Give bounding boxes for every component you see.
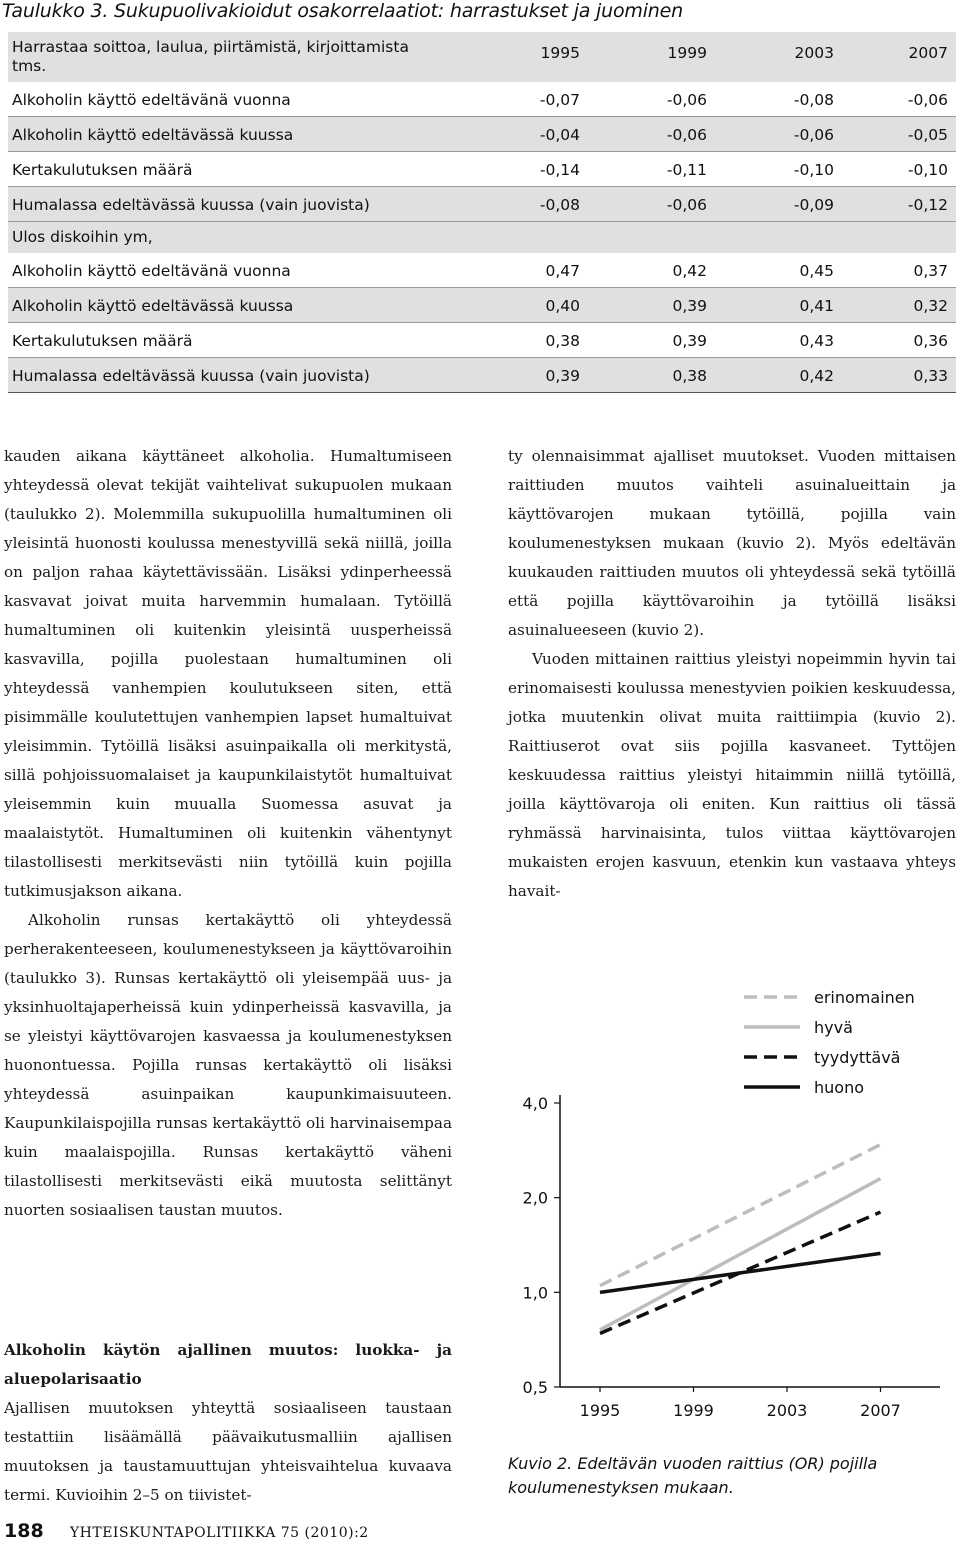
x-tick-label: 1999 — [673, 1401, 714, 1420]
row-label: Alkoholin käyttö edeltävässä kuussa — [12, 126, 294, 144]
table-row — [8, 358, 956, 393]
page-footer — [4, 1520, 369, 1542]
paragraph: Ajallisen muutoksen yhteyttä sosiaaliseen taustaan testattiin lisäämällä päävaikutusmalliin ajallisen muutoksen ja taustamuuttujan yhteisvaihtelua kuvaava termi. Kuvioihin 2–5 on tiivistet- — [4, 1399, 452, 1504]
table-title: Taulukko 3. Sukupuolivakioidut osakorrelaatiot: harrastukset ja juominen — [2, 0, 683, 22]
legend-label: hyvä — [814, 1018, 853, 1037]
table-cell: 0,43 — [799, 332, 834, 350]
table-cell: -0,09 — [793, 196, 834, 214]
table-cell: -0,06 — [907, 91, 948, 109]
row-label: Alkoholin käyttö edeltävässä kuussa — [12, 297, 294, 315]
table-cell: 0,38 — [545, 332, 580, 350]
table-row — [8, 152, 956, 187]
table-cell: 0,39 — [545, 367, 580, 385]
table-row — [8, 323, 956, 358]
table-cell: -0,04 — [539, 126, 580, 144]
table-cell: 0,37 — [913, 262, 948, 280]
x-tick-label: 2007 — [860, 1401, 901, 1420]
legend-label: erinomainen — [814, 988, 915, 1007]
table-cell: 0,41 — [799, 297, 834, 315]
table-row — [8, 82, 956, 117]
table-row — [8, 253, 956, 288]
paragraph: Vuoden mittainen raittius yleistyi nopeimmin hyvin tai erinomaisesti koulussa menestyvien poikien keskuudessa, jotka muutenkin olivat muita raittiimpia (kuvio 2). Raittiuserot ovat siis pojilla kasvaneet. Tyttöjen keskuudessa raittius yleistyi hitaimmin niillä tytöillä, joilla käyttövaroja oli eniten. Kun raittius oli tässä ryhmässä harvinaisinta, tulos viittaa käyttövarojen mukaisten erojen kasvuun, etenkin kun vastaava yhteys havait- — [508, 650, 956, 900]
table-cell: 0,38 — [672, 367, 707, 385]
table-cell: 0,42 — [799, 367, 834, 385]
journal-name: YHTEISKUNTAPOLITIIKKA 75 (2010):2 — [69, 1525, 369, 1541]
table-cell: -0,07 — [539, 91, 580, 109]
paragraph: Alkoholin runsas kertakäyttö oli yhteydessä perherakenteeseen, koulumenestykseen ja käyttövaroihin (taulukko 3). Runsas kertakäyttö oli yleisempää uus- ja yksinhuoltajaperheissä kuin ydinperheissä kasvavilla, ja se yleistyi käyttövarojen kasvaessa ja koulumenestyksen huonontuessa. Pojilla runsas kertakäyttö oli lisäksi yhteydessä asuinpaikan kaupunkimaisuuteen. Kaupunkilaispojilla runsas kertakäyttö oli harvinaisempaa kuin maalaispojilla. Runsas kertakäyttö väheni tilastollisesti merkitsevästi eikä muutosta selittänyt nuorten sosiaalisen taustan muutos. — [4, 911, 452, 1219]
y-tick-label: 4,0 — [522, 1094, 548, 1113]
table-cell: -0,06 — [666, 126, 707, 144]
table-cell: 0,39 — [672, 332, 707, 350]
table-cell: -0,12 — [907, 196, 948, 214]
legend-label: huono — [814, 1078, 864, 1097]
row-label: Kertakulutuksen määrä — [12, 161, 193, 179]
table-cell: -0,08 — [539, 196, 580, 214]
row-label: Humalassa edeltävässä kuussa (vain juovista) — [12, 196, 370, 214]
row-label: Kertakulutuksen määrä — [12, 332, 193, 350]
table-cell: -0,11 — [666, 161, 707, 179]
figure-caption: Kuvio 2. Edeltävän vuoden raittius (OR) pojilla koulumenestyksen mukaan. — [508, 1454, 878, 1497]
table-cell: -0,14 — [539, 161, 580, 179]
table-cell: 0,40 — [545, 297, 580, 315]
series-line-hyvä — [600, 1179, 881, 1330]
table-cell: 0,45 — [799, 262, 834, 280]
table-cell: 0,33 — [913, 367, 948, 385]
table-cell: -0,10 — [793, 161, 834, 179]
right-column-text — [508, 442, 956, 906]
section-heading: Alkoholin käytön ajallinen muutos: luokka- ja aluepolarisaatio — [4, 1341, 452, 1388]
year-header: 1999 — [667, 44, 707, 62]
table-cell: 0,32 — [913, 297, 948, 315]
left-column-text — [4, 442, 452, 1225]
table-row — [8, 187, 956, 222]
table-cell: -0,10 — [907, 161, 948, 179]
x-tick-label: 1995 — [579, 1401, 621, 1420]
paragraph: ty olennaisimmat ajalliset muutokset. Vuoden mittaisen raittiuden muutos vaihteli asuinalueittain ja käyttövarojen mukaan tytöillä, pojilla vain koulumenestyksen mukaan (kuvio 2). Myös edeltävän kuukauden raittiuden muutos oli yhteydessä sekä tytöillä että pojilla käyttövaroihin ja tytöillä lisäksi asuinalueeseen (kuvio 2). — [508, 447, 956, 639]
table-cell: -0,06 — [666, 91, 707, 109]
table-cell: -0,05 — [907, 126, 948, 144]
page-number: 188 — [4, 1520, 44, 1542]
row-label: Humalassa edeltävässä kuussa (vain juovista) — [12, 367, 370, 385]
table-cell: 0,39 — [672, 297, 707, 315]
line-chart — [500, 975, 960, 1425]
series-line-huono — [600, 1253, 881, 1292]
correlation-table — [8, 32, 956, 393]
row-label: Alkoholin käyttö edeltävänä vuonna — [12, 91, 291, 109]
y-tick-label: 2,0 — [522, 1188, 548, 1208]
table-cell: -0,08 — [793, 91, 834, 109]
year-header: 1995 — [540, 44, 580, 62]
table-cell: 0,47 — [545, 262, 580, 280]
year-header: 2007 — [908, 44, 948, 62]
table-row — [8, 288, 956, 323]
y-tick-label: 1,0 — [522, 1283, 548, 1303]
paragraph: kauden aikana käyttäneet alkoholia. Humaltumiseen yhteydessä olevat tekijät vaihtelivat sukupuolen mukaan (taulukko 2). Molemmilla sukupuolilla humaltuminen oli yleisintä huonosti koulussa menestyvillä sekä niillä, joilla on paljon rahaa käytettävissään. Lisäksi ydinperheessä kasvavat joivat muita harvemmin humalaan. Tytöillä humaltuminen oli kuitenkin yleisintä uusperheissä kasvavilla, pojilla puolestaan humaltuminen oli yhteydessä vanhempien koulutukseen siten, että pisimmälle koulutettujen vanhempien lapset humaltuivat yleisimmin. Tytöillä lisäksi asuinpaikalla oli merkitystä, sillä pohjoissuomalaiset ja kaupunkilaistytöt humaltuivat yleisemmin kuin muualla Suomessa asuvat ja maalaistytöt. Humaltuminen oli kuitenkin vähentynyt tilastollisesti merkitsevästi niin tytöillä kuin pojilla tutkimusjakson aikana. — [4, 447, 452, 900]
table-cell: 0,36 — [913, 332, 948, 350]
table-row — [8, 117, 956, 152]
series-line-erinomainen — [600, 1145, 881, 1286]
legend-label: tyydyttävä — [814, 1048, 901, 1067]
table-cell: 0,42 — [672, 262, 707, 280]
table-cell: -0,06 — [793, 126, 834, 144]
section-row — [8, 222, 956, 253]
header-label: Harrastaa soittoa, laulua, piirtämistä, kirjoittamista tms. — [12, 38, 409, 75]
x-tick-label: 2003 — [766, 1401, 808, 1420]
year-header: 2003 — [794, 44, 834, 62]
row-label: Alkoholin käyttö edeltävänä vuonna — [12, 262, 291, 280]
left-column-section — [4, 1336, 452, 1510]
table-cell: -0,06 — [666, 196, 707, 214]
table-header-row — [8, 32, 956, 82]
section-label: Ulos diskoihin ym, — [12, 228, 153, 246]
y-tick-label: 0,5 — [522, 1378, 548, 1397]
